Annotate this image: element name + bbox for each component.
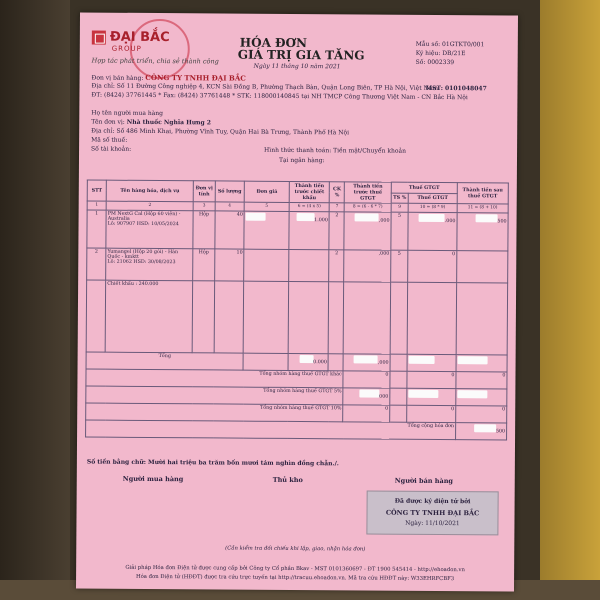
row-amount [289, 211, 330, 249]
summary-vat [407, 388, 456, 405]
total-after [456, 355, 507, 372]
row-qty: 10 [214, 249, 244, 281]
redaction [355, 213, 379, 221]
company-logo-icon [92, 31, 106, 45]
summary-pretax: 0 [343, 405, 390, 422]
footer-note: (Cần kiểm tra đối chiếu khi lập, giao, nhận hóa đơn) [225, 545, 366, 553]
row-price [244, 249, 289, 281]
redaction [299, 355, 313, 363]
buyer-address: Địa chỉ: Số 486 Minh Khai, Phường Vĩnh Tuy, Quận Hai Bà Trưng, Thành Phố Hà Nội [91, 127, 350, 137]
index-cell: 4 [215, 202, 245, 211]
e-signature-box [366, 490, 498, 535]
invoice-paper [76, 12, 518, 591]
redaction [475, 214, 497, 222]
row-amount [289, 249, 330, 281]
row-ck: 2 [329, 250, 344, 282]
signed-label: Đã được ký điện tử bởi [394, 497, 471, 506]
payment-method: Hình thức thanh toán: Tiền mặt/Chuyển khoản [264, 146, 406, 155]
seller-tax-code: MST: 0101048047 [425, 84, 487, 93]
total-label: Tổng [86, 352, 243, 370]
buyer-bank: Tại ngân hàng: [278, 156, 325, 165]
footer-line1: Giải pháp Hóa đơn Điện tử được cung cấp bởi Công ty Cổ phần Bkav - MST 0101360697 - ĐT 1900 545414 - http://ehoadon.vn [125, 564, 465, 574]
buyer-name: Họ tên người mua hàng [91, 109, 164, 118]
row-unit: Hộp [193, 249, 214, 281]
row-pretax [344, 212, 391, 250]
summary-label: Tổng nhóm hàng thuế GTGT 5% [86, 386, 343, 405]
summary-pretax [343, 388, 390, 405]
index-cell: 2 [106, 201, 193, 211]
header-vat-amount: Thuế GTGT [408, 193, 457, 204]
total-amount-suffix: 0.000 [313, 360, 327, 366]
total-vat [407, 354, 456, 371]
amount-in-words: Số tiền bằng chữ: Mười hai triệu ba trăm bốn mươi tám nghìn đồng chẵn./. [86, 458, 339, 468]
summary-vat: 0 [407, 371, 456, 388]
index-cell: 11 = (8 + 10) [457, 204, 508, 213]
summary-vat: 0 [407, 405, 456, 422]
table-header-row [87, 180, 508, 193]
logo-group: GROUP [111, 44, 142, 53]
row-vat [408, 212, 457, 250]
header-pretax: Thành tiền trước thuế GTGT [344, 182, 391, 203]
row-total-suffix: 500 [497, 219, 507, 225]
row-vat-suffix: .000 [444, 219, 456, 225]
buyer-unit-label: Tên đơn vị: [91, 118, 125, 126]
row-lot: Lô: 21062 HSD: 30/08/2023 [107, 259, 176, 266]
summary-label: Tổng nhóm hàng thuế GTGT 10% [86, 403, 343, 422]
summary-total: 0 [456, 372, 507, 389]
total-amount [288, 353, 329, 370]
invoice-series: Ký hiệu: DB/21E [415, 49, 466, 58]
index-cell: 3 [193, 202, 214, 211]
header-total: Thành tiền sau thuế GTGT [457, 183, 508, 204]
redaction [409, 356, 435, 364]
redaction [359, 389, 379, 397]
template-number: Mẫu số: 01GTKT0/001 [415, 40, 485, 49]
company-slogan: Hợp tác phát triển, chia sẻ thành công [91, 56, 219, 66]
redaction [419, 214, 445, 222]
row-qty: 40 [214, 211, 244, 249]
buyer-signature-label: Người mua hàng [122, 474, 184, 484]
row-vat-rate: 5 [391, 212, 408, 250]
row-stt: 2 [87, 248, 106, 280]
seller-address: Địa chỉ: Số 11 Đường Công nghiệp 4, KCN Sài Đồng B, Phường Thạch Bàn, Quận Long Biên, TP Hà Nội, Việt Nam [91, 82, 439, 92]
redaction [246, 213, 266, 221]
index-cell: 5 [244, 202, 289, 211]
row-pretax-suffix: ,000 [378, 251, 390, 257]
row-name: Yumangel (Hộp 20 gói) - Hàn Quốc - kmktt [107, 249, 179, 260]
header-vat: Thuế GTGT [391, 182, 457, 193]
header-qty: Số lượng [215, 181, 245, 202]
header-ck: CK % [330, 182, 345, 203]
header-vat-rate: TS % [391, 193, 408, 204]
invoice-number: Số: 0002339 [415, 58, 455, 67]
background-right [540, 0, 600, 600]
total-pretax [343, 354, 390, 371]
row-amount-suffix: 1.000 [314, 218, 328, 224]
redaction [408, 390, 438, 398]
invoice-title: HÓA ĐƠN [239, 35, 308, 51]
index-cell: 9 [391, 203, 408, 212]
redaction [457, 356, 487, 364]
items-table [85, 180, 509, 441]
header-name: Tên hàng hóa, dịch vụ [106, 180, 193, 202]
summary-total: 0 [456, 406, 507, 423]
row-price [244, 211, 289, 249]
index-cell: 8 = (6 - 6 * 7) [344, 203, 391, 212]
warehouse-signature-label: Thủ kho [272, 475, 303, 485]
invoice-date: Ngày 11 tháng 10 năm 2021 [253, 62, 341, 71]
grand-total [455, 423, 506, 440]
row-vat-suffix: 0 [452, 252, 456, 258]
row-stt: 1 [87, 210, 106, 248]
seller-block [92, 73, 246, 83]
buyer-unit [91, 119, 211, 127]
invoice-subtitle: GIÁ TRỊ GIA TĂNG [237, 47, 365, 63]
row-pretax-suffix: ,000 [378, 218, 390, 224]
header-unit: Đơn vị tính [193, 181, 214, 202]
summary-pretax-suffix: 000 [379, 394, 389, 400]
seller-name: CÔNG TY TNHH ĐẠI BẮC [145, 72, 246, 83]
background-left [0, 0, 70, 600]
table-row-discount [86, 280, 507, 355]
header-stt: STT [87, 180, 106, 201]
summary-pretax: 0 [343, 371, 390, 388]
table-row [87, 248, 508, 283]
summary-total [456, 389, 507, 406]
seller-signature-label: Người bán hàng [394, 476, 454, 486]
row-total [457, 213, 508, 251]
grand-total-row [86, 420, 507, 440]
redaction [474, 424, 496, 432]
row-ck: 2 [329, 212, 344, 250]
buyer-unit-name: Nhà thuốc Nghĩa Hưng 2 [126, 118, 212, 127]
row-unit: Hộp [193, 211, 215, 249]
row-pretax [344, 250, 391, 282]
header-amount: Thành tiền trước chiết khấu [289, 181, 330, 202]
index-cell: 1 [87, 201, 106, 210]
index-cell: 7 [329, 203, 344, 212]
total-pretax-suffix: ,000 [377, 360, 389, 366]
redaction [457, 390, 487, 398]
seller-contact: ĐT: (8424) 37761445 * Fax: (8424) 37761448 * STK: 118000140845 tại NH TMCP Công Thương Việt Nam - CN Bắc Hà Nội [91, 91, 468, 102]
table-row [87, 210, 508, 251]
row-name: PM NextG Cal (Hộp 60 viên) - Australia [107, 211, 181, 222]
signed-date: Ngày: 11/10/2021 [405, 519, 460, 528]
buyer-tax-code: Mã số thuế: [91, 136, 128, 144]
seller-label: Đơn vị bán hàng: [91, 74, 144, 82]
index-cell: 6 = (4 x 5) [289, 202, 329, 211]
row-total [457, 251, 508, 283]
redaction [296, 213, 314, 221]
row-vat [408, 250, 457, 282]
row-vat-rate: 5 [391, 250, 408, 282]
row-lot: Lô: 907907 HSD: 10/05/2024 [107, 221, 179, 228]
grand-total-suffix: 500 [495, 429, 506, 435]
redaction [354, 355, 378, 363]
discount-note: Chiết khấu : 240.000 [105, 280, 193, 353]
grand-total-label: Tổng cộng hóa đơn [86, 420, 456, 440]
footer-line2: Hóa đơn Điện tử (HĐĐT) được tra cứu trực tuyến tại http://tracuu.ehoadon.vn. Mã tra cứu HĐĐT này: W33EHRFCBF3 [135, 573, 455, 583]
summary-label: Tổng nhóm hàng thuế GTGT khác [86, 369, 343, 388]
logo-name: ĐẠI BẮC [109, 29, 170, 46]
header-price: Đơn giá [245, 181, 290, 202]
buyer-account: Số tài khoản: [91, 145, 132, 153]
index-cell: 10 = (8 * 9) [408, 203, 457, 212]
row-name-cell [106, 210, 193, 249]
row-name-cell [106, 248, 193, 281]
signed-company: CÔNG TY TNHH ĐẠI BẮC [385, 508, 480, 518]
